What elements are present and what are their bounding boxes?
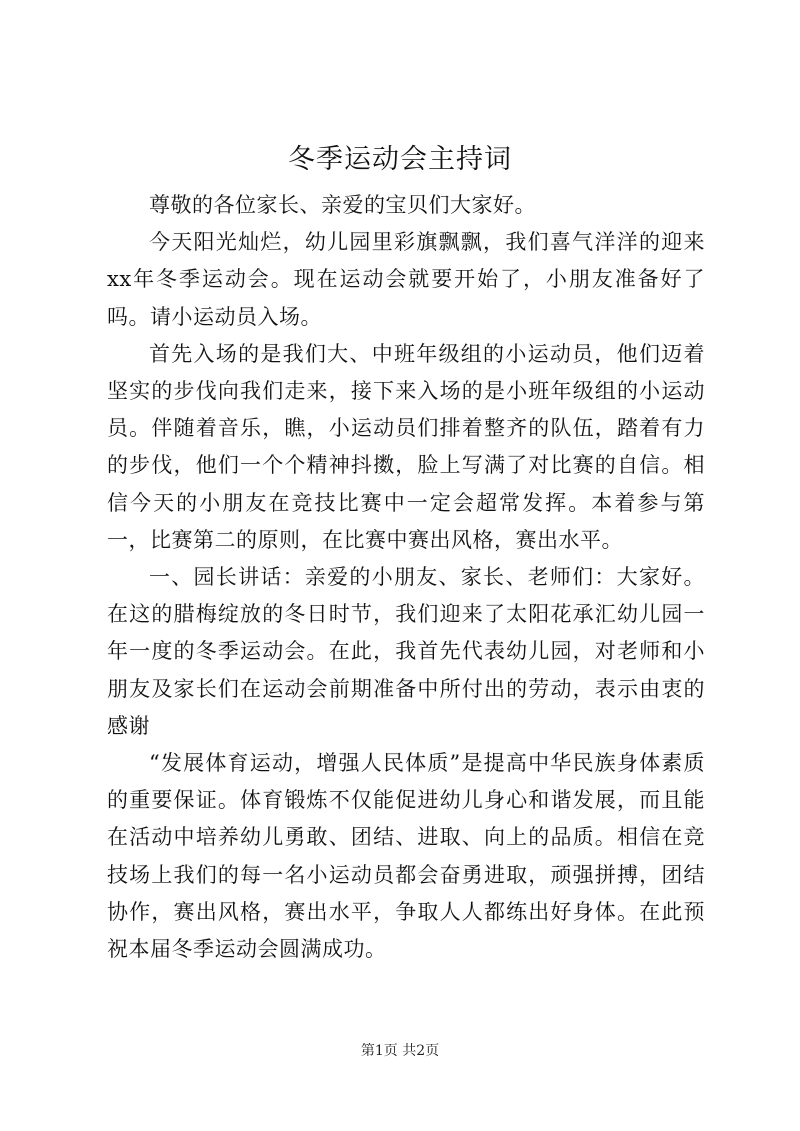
document-title: 冬季运动会主持词: [288, 144, 512, 175]
document-body: [107, 187, 705, 968]
paragraph-opening: 今天阳光灿烂，幼儿园里彩旗飘飘，我们喜气洋洋的迎来xx年冬季运动会。现在运动会就要开始了，小朋友准备好了吗。请小运动员入场。: [107, 230, 705, 329]
paragraph-principal-speech: 一、园长讲话：亲爱的小朋友、家长、老师们：大家好。在这的腊梅绽放的冬日时节，我们迎来了太阳花承汇幼儿园一年一度的冬季运动会。在此，我首先代表幼儿园，对老师和小朋友及家长们在运动会前期准备中所付出的劳动，表示由衷的感谢: [107, 565, 705, 738]
paragraph-closing: “发展体育运动，增强人民体质”是提高中华民族身体素质的重要保证。体育锻炼不仅能促进幼儿身心和谐发展，而且能在活动中培养幼儿勇敢、团结、进取、向上的品质。相信在竞技场上我们的每一名小运动员都会奋勇进取，顽强拼搏，团结协作，赛出风格，赛出水平，争取人人都练出好身体。在此预祝本届冬季运动会圆满成功。: [107, 751, 705, 962]
page-number-footer: 第1页 共2页: [360, 1043, 440, 1059]
paragraph-entrance: 首先入场的是我们大、中班年级组的小运动员，他们迈着坚实的步伐向我们走来，接下来入场的是小班年级组的小运动员。伴随着音乐，瞧，小运动员们排着整齐的队伍，踏着有力的步伐，他们一个个精神抖擞，脸上写满了对比赛的自信。相信今天的小朋友在竞技比赛中一定会超常发挥。本着参与第一，比赛第二的原则，在比赛中赛出风格，赛出水平。: [107, 341, 705, 552]
paragraph-greeting: 尊敬的各位家长、亲爱的宝贝们大家好。: [149, 193, 536, 217]
